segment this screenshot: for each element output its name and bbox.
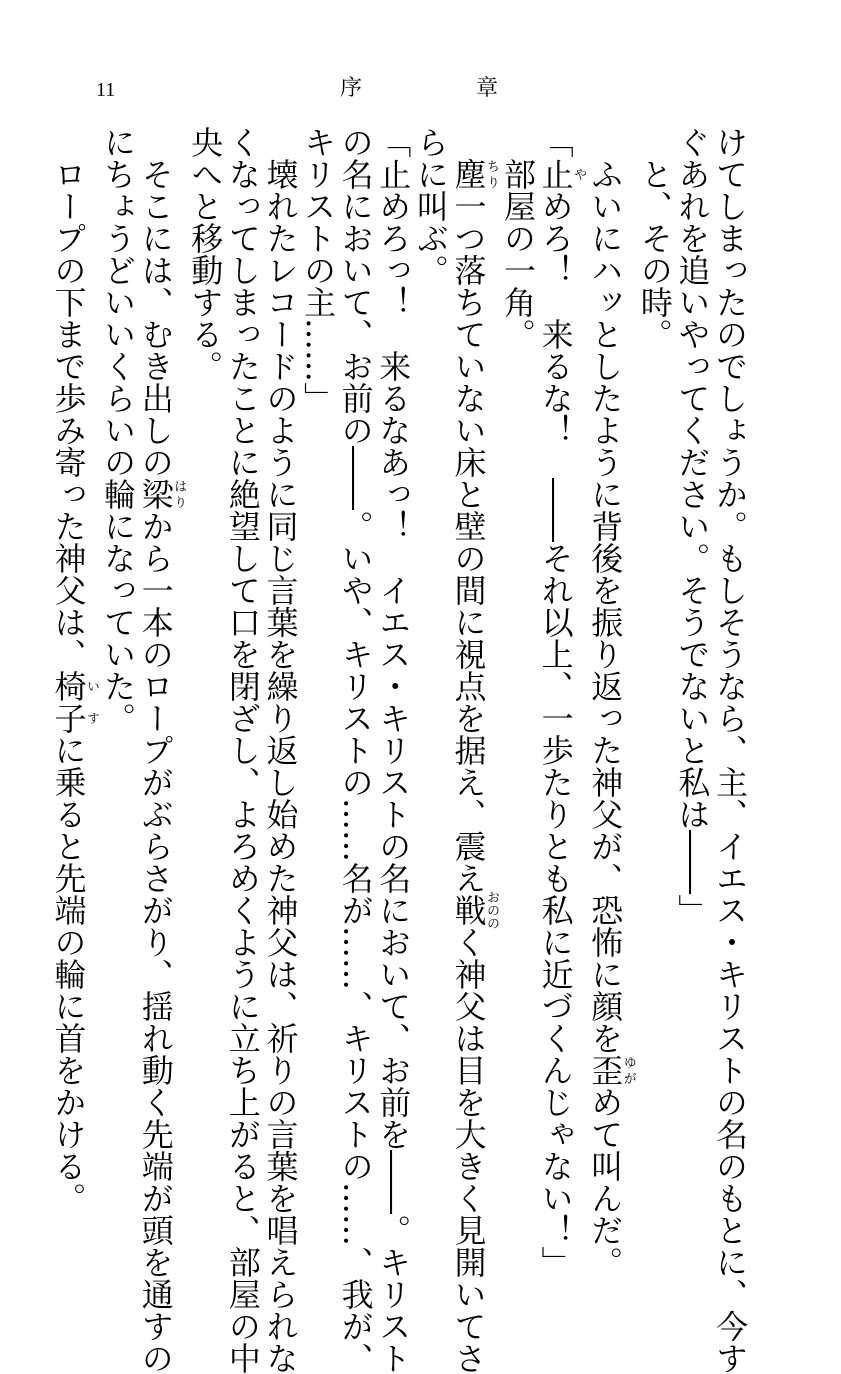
- chapter-title-char-2: 章: [476, 76, 499, 101]
- text-segment: ロープの下まで歩み寄った神父は、: [49, 126, 88, 670]
- text-line: けてしまったのでしょうか。もしそうなら、主、イエス・キリストの名のもとに、今す: [711, 126, 749, 1374]
- ruby-base: 椅子: [49, 670, 88, 734]
- ruby-annotation: [49, 670, 99, 734]
- text-line: [586, 126, 636, 1278]
- text-line: キリストの主……」: [299, 126, 338, 414]
- text-segment: 一つ落ちていない床と壁の間に視点を据え、震え: [449, 190, 488, 894]
- page-number: 11: [96, 79, 116, 101]
- ruby-annotation: [586, 1054, 636, 1086]
- text-segment: めろ！ 来るな！ ――それ以上、一歩たりとも私に近づくんじゃない！」: [536, 190, 575, 1278]
- text-line: らに叫ぶ。: [411, 126, 450, 286]
- ruby-annotation: [449, 158, 499, 190]
- text-line: ぐあれを追いやってください。そうでないと私は――」: [673, 126, 712, 926]
- ruby-reading: おのの: [483, 890, 499, 930]
- text-line: の名において、お前の――。いや、キリストの……名が……、キリストの……、我が、: [336, 126, 375, 1374]
- text-line: [136, 126, 187, 1374]
- body-text: [49, 126, 749, 1374]
- ruby-annotation: [536, 158, 587, 190]
- ruby-base: 歪: [586, 1054, 625, 1086]
- text-line: [449, 126, 499, 1374]
- ruby-annotation: [136, 478, 187, 510]
- text-segment: に乗ると先端の輪に首をかける。: [49, 734, 88, 1214]
- ruby-reading: はり: [171, 478, 187, 510]
- text-segment: 「: [536, 126, 575, 158]
- text-segment: く神父は目を大きく見開いてさ: [449, 926, 488, 1374]
- ruby-reading: や: [571, 158, 587, 190]
- text-line: 壊れたレコードのように同じ言葉を繰り返し始めた神父は、祈りの言葉を唱えられな: [261, 126, 300, 1374]
- ruby-reading: ゆが: [620, 1054, 636, 1086]
- ruby-reading: ちり: [483, 158, 499, 190]
- text-line: と、その時。: [635, 126, 674, 350]
- ruby-reading: いす: [84, 670, 99, 734]
- text-segment: から一本のロープがぶらさがり、揺れ動く先端が頭を通すの: [136, 510, 175, 1374]
- text-segment: そこには、むき出しの: [136, 126, 175, 478]
- text-line: 央へと移動する。: [186, 126, 225, 382]
- ruby-base: 塵: [449, 158, 488, 190]
- text-segment: [449, 126, 487, 158]
- text-line: 部屋の一角。: [499, 126, 538, 350]
- ruby-annotation: [449, 890, 499, 930]
- text-line: くなってしまったことに絶望して口を閉ざし、よろめくように立ち上がると、部屋の中: [223, 126, 262, 1374]
- text-line: [49, 126, 99, 1214]
- ruby-base: 梁: [136, 478, 175, 510]
- text-line: [536, 126, 587, 1278]
- text-segment: ふいにハッとしたように背後を振り返った神父が、恐怖に顔を: [586, 126, 625, 1054]
- text-segment: めて叫んだ。: [586, 1086, 625, 1278]
- chapter-title-char-1: 序: [340, 76, 363, 101]
- text-line: 「止めろっ！ 来るなあっ！ イエス・キリストの名において、お前を――。キリスト: [374, 126, 413, 1374]
- ruby-base: 戦: [449, 890, 488, 930]
- ruby-base: 止: [536, 158, 575, 190]
- text-line: にちょうどいいくらいの輪になっていた。: [99, 126, 138, 734]
